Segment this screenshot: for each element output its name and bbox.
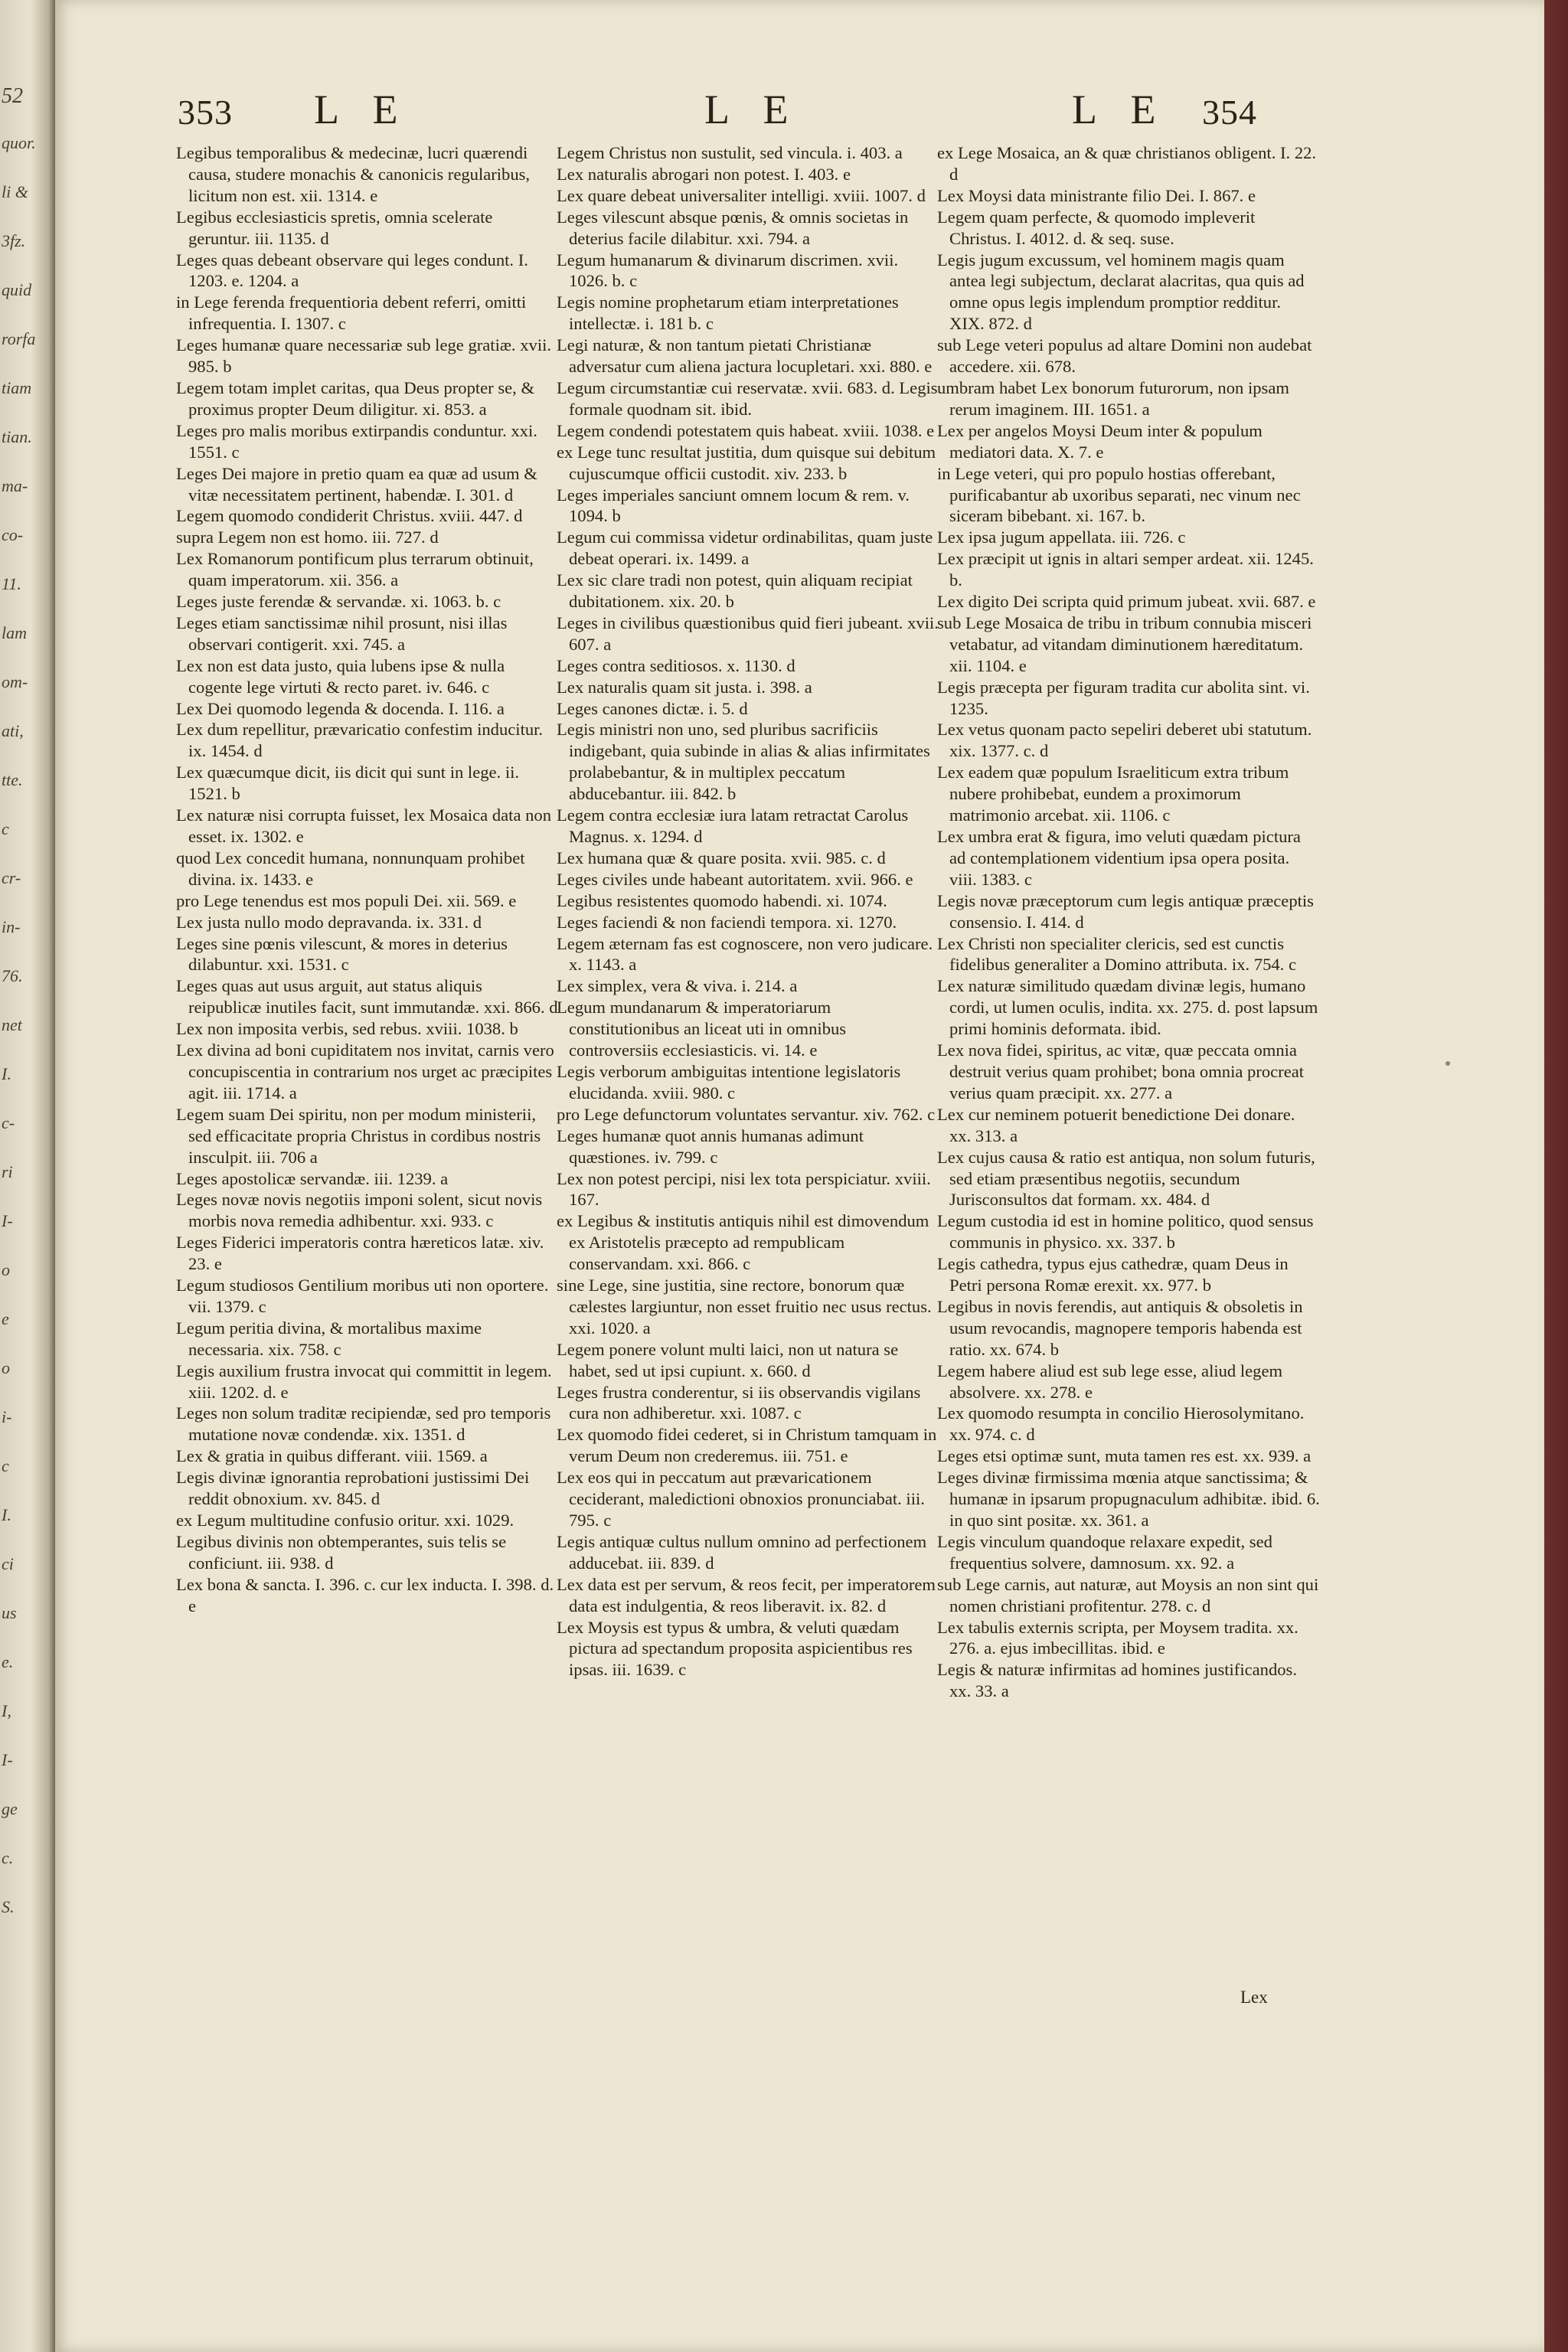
left-page-number: 353 bbox=[178, 93, 233, 132]
index-entry: Leges pro malis moribus extirpandis conduntur. xxi. 1551. c bbox=[176, 420, 537, 462]
index-entry: ex Lege Mosaica, an & quæ christianos obligent. I. 22. d bbox=[937, 143, 1317, 184]
index-entry: Leges frustra conderentur, si iis observandis vigilans cura non adhiberetur. xxi. 1087. c bbox=[557, 1382, 921, 1423]
index-entry: Lex ipsa jugum appellata. iii. 726. c bbox=[937, 528, 1186, 547]
previous-page-fragment: I- bbox=[2, 1750, 13, 1769]
index-entry: Legis divinæ ignorantia reprobationi justissimi Dei reddit obnoxium. xv. 845. d bbox=[176, 1468, 530, 1509]
paper-speck bbox=[1446, 1061, 1450, 1066]
index-entry: Leges non solum traditæ recipiendæ, sed pro temporis mutatione novæ condendæ. xix. 1351. d bbox=[176, 1403, 551, 1445]
index-entry: Lex quare debeat universaliter intelligi. xviii. 1007. d bbox=[557, 185, 926, 205]
previous-page-fragment: ri bbox=[2, 1162, 13, 1181]
index-entry: quod Lex concedit humana, nonnunquam prohibet divina. ix. 1433. e bbox=[176, 848, 525, 889]
index-entry: Legibus resistentes quomodo habendi. xi. 1074. bbox=[557, 890, 887, 910]
index-entry: Legibus in novis ferendis, aut antiquis & obsoletis in usum revocandis, magnopere temporis habenda est ratio. xx. 674. b bbox=[937, 1296, 1303, 1359]
index-entry: Lex per angelos Moysi Deum inter & populum mediatori data. X. 7. e bbox=[937, 420, 1263, 462]
index-entry: Legis ministri non uno, sed pluribus sacrificiis indigebant, quia subinde in alias & alias infirmitates prolabebantur, & in multiplex peccatum abducebantur. iii. 842. b bbox=[557, 720, 930, 804]
index-entry: Leges etsi optimæ sunt, muta tamen res est. xx. 939. a bbox=[937, 1446, 1312, 1466]
index-entry: Legis jugum excussum, vel hominem magis quam antea legi subjectum, declarat alacritas, qua quis ad omne opus legis implendum promptior redditur. XIX. 872. d bbox=[937, 250, 1305, 334]
index-entry: Lex præcipit ut ignis in altari semper ardeat. xii. 1245. b. bbox=[937, 549, 1314, 590]
index-entry: Lex tabulis externis scripta, per Moysem tradita. xx. 276. a. ejus imbecillitas. ibid. e bbox=[937, 1617, 1298, 1658]
previous-page-fragment: o bbox=[2, 1260, 10, 1279]
index-entry: Leges vilescunt absque pœnis, & omnis societas in deterius facile dilabitur. xxi. 794. a bbox=[557, 207, 909, 248]
index-entry: in Lege ferenda frequentioria debent referri, omitti infrequentia. I. 1307. c bbox=[176, 292, 527, 334]
index-entry: Leges humanæ quare necessariæ sub lege gratiæ. xvii. 985. b bbox=[176, 335, 552, 377]
index-entry: Leges civiles unde habeant autoritatem. xvii. 966. e bbox=[557, 869, 913, 889]
previous-page-fragment: i- bbox=[2, 1407, 12, 1426]
index-entry: Leges etiam sanctissimæ nihil prosunt, nisi illas observari contigerit. xxi. 745. a bbox=[176, 612, 508, 654]
index-entry: Lex naturæ similitudo quædam divinæ legis, humano cordi, ut lumen oculis, indita. xx. 275. d. post lapsum primi hominis deformata. ibid. bbox=[937, 976, 1318, 1039]
running-head-center: L E bbox=[704, 87, 801, 132]
previous-page-fragment: quid bbox=[2, 280, 32, 299]
index-entry: Leges humanæ quot annis humanas adimunt quæstiones. iv. 799. c bbox=[557, 1125, 864, 1167]
index-entry: Legis præcepta per figuram tradita cur abolita sint. vi. 1235. bbox=[937, 677, 1310, 718]
index-entry: Lex data est per servum, & reos fecit, per imperatorem data est indulgentia, & reos liberavit. ix. 82. d bbox=[557, 1574, 936, 1615]
index-entry: Lex non imposita verbis, sed rebus. xviii. 1038. b bbox=[176, 1019, 518, 1039]
index-page bbox=[55, 0, 1544, 2352]
index-entry: Lex quomodo resumpta in concilio Hierosolymitano. xx. 974. c. d bbox=[937, 1403, 1305, 1445]
index-entry: Legis antiquæ cultus nullum omnino ad perfectionem adducebat. iii. 839. d bbox=[557, 1531, 927, 1573]
previous-page-fragment: in- bbox=[2, 917, 21, 936]
previous-page-fragment: o bbox=[2, 1358, 10, 1377]
index-entry: Legum custodia id est in homine politico, quod sensus communis in physico. xx. 337. b bbox=[937, 1211, 1314, 1253]
index-entry: Legum cui commissa videtur ordinabilitas, quam juste debeat operari. ix. 1499. a bbox=[557, 528, 933, 569]
index-entry: Lex non est data justo, quia lubens ipse & nulla cogente lege virtuti & recto paret. iv. 646. c bbox=[176, 655, 505, 697]
index-entry: Lex quæcumque dicit, iis dicit qui sunt in lege. ii. 1521. b bbox=[176, 763, 520, 804]
index-entry: Leges sine pœnis vilescunt, & mores in deterius dilabuntur. xxi. 1531. c bbox=[176, 933, 508, 975]
index-entry: supra Legem non est homo. iii. 727. d bbox=[176, 528, 439, 547]
index-entry: ex Lege tunc resultat justitia, dum quisque sui debitum cujuscumque officii custodit. xiv. 233. b bbox=[557, 442, 936, 483]
index-entry: Lex naturæ nisi corrupta fuisset, lex Mosaica data non esset. ix. 1302. e bbox=[176, 805, 552, 846]
index-entry: pro Lege tenendus est mos populi Dei. xii. 569. e bbox=[176, 890, 517, 910]
index-entry: ex Legum multitudine confusio oritur. xxi. 1029. bbox=[176, 1511, 514, 1530]
index-entry: Lex cujus causa & ratio est antiqua, non solum futuris, sed etiam præsentibus negotiis, secundum Jurisconsultos dat formam. xx. 484. d bbox=[937, 1147, 1315, 1210]
previous-page-fragment: I. bbox=[2, 1064, 11, 1083]
index-entry: Lex Dei quomodo legenda & docenda. I. 116. a bbox=[176, 698, 505, 718]
index-entry: Legem ponere volunt multi laici, non ut natura se habet, sed ut ipsi cupiunt. x. 660. d bbox=[557, 1339, 899, 1380]
running-head-left: L E bbox=[314, 87, 410, 132]
index-entry: Lex sic clare tradi non potest, quin aliquam recipiat dubitationem. xix. 20. b bbox=[557, 570, 913, 612]
previous-page-fragment: c- bbox=[2, 1113, 15, 1132]
index-entry: Leges apostolicæ servandæ. iii. 1239. a bbox=[176, 1168, 449, 1188]
index-entry: Lex Moysi data ministrante filio Dei. I. 867. e bbox=[937, 185, 1256, 205]
index-entry: Lex umbra erat & figura, imo veluti quædam pictura ad contemplationem videntium ipsa opera posita. viii. 1383. c bbox=[937, 827, 1301, 889]
index-entry: Legibus temporalibus & medecinæ, lucri quærendi causa, studere monachis & canonicis regularibus, licitum non est. xii. 1314. e bbox=[176, 143, 531, 205]
previous-page-fragment: cr- bbox=[2, 868, 21, 887]
index-entry: Lex naturalis abrogari non potest. I. 403. e bbox=[557, 164, 851, 184]
previous-page-fragment: quor. bbox=[2, 133, 36, 152]
index-entry: Legem suam Dei spiritu, non per modum ministerii, sed efficacitate propria Christus in cordibus nostris insculpit. iii. 706 a bbox=[176, 1104, 541, 1167]
index-entry: Legis novæ præceptorum cum legis antiquæ præceptis consensio. I. 414. d bbox=[937, 890, 1314, 932]
index-entry: Legibus divinis non obtemperantes, suis telis se conficiunt. iii. 938. d bbox=[176, 1531, 507, 1573]
previous-page-fragment: ati, bbox=[2, 721, 24, 740]
index-entry: Lex digito Dei scripta quid primum jubeat. xvii. 687. e bbox=[937, 592, 1316, 612]
index-entry: Lex Christi non specialiter clericis, sed est cunctis fidelibus generaliter a Domino attributa. ix. 754. c bbox=[937, 933, 1297, 975]
previous-page-fragment: c bbox=[2, 819, 9, 838]
index-entry: Lex eadem quæ populum Israeliticum extra tribum nubere prohibebat, eundem a proximorum matrimonio arcebat. xii. 1106. c bbox=[937, 763, 1289, 825]
index-entry: Lex bona & sancta. I. 396. c. cur lex inducta. I. 398. d. e bbox=[176, 1574, 554, 1615]
index-entry: Legem contra ecclesiæ iura latam retractat Carolus Magnus. x. 1294. d bbox=[557, 805, 909, 846]
running-head-right: L E bbox=[1072, 87, 1168, 132]
index-entry: Lex & gratia in quibus differant. viii. 1569. a bbox=[176, 1446, 488, 1466]
previous-page-fragment: e. bbox=[2, 1652, 14, 1671]
previous-page-fragment: tte. bbox=[2, 770, 23, 789]
index-entry: ex Legibus & institutis antiquis nihil est dimovendum ex Aristotelis præcepto ad rempublicam conservandam. xxi. 866. c bbox=[557, 1211, 929, 1274]
index-entry: Legum peritia divina, & mortalibus maxime necessaria. xix. 758. c bbox=[176, 1318, 482, 1359]
index-entry: Lex Romanorum pontificum plus terrarum obtinuit, quam imperatorum. xii. 356. a bbox=[176, 549, 534, 590]
previous-page-fragment: 76. bbox=[2, 966, 23, 985]
index-entry: Legem Christus non sustulit, sed vincula. i. 403. a bbox=[557, 143, 903, 162]
index-entry: Lex divina ad boni cupiditatem nos invitat, carnis vero concupiscentia in contrarium nos urget ac præcipites agit. iii. 1714. a bbox=[176, 1040, 554, 1102]
index-column-1 bbox=[176, 142, 559, 1617]
previous-page-fragment: c. bbox=[2, 1848, 14, 1867]
index-entry: Leges contra seditiosos. x. 1130. d bbox=[557, 655, 795, 675]
previous-page-fragment: us bbox=[2, 1603, 17, 1622]
index-entry: Lex simplex, vera & viva. i. 214. a bbox=[557, 976, 798, 996]
index-entry: Leges quas aut usus arguit, aut status aliquis reipublicæ inutiles facit, sunt immutandæ. xxi. 866. d bbox=[176, 976, 558, 1018]
index-entry: Lex Moysis est typus & umbra, & veluti quædam pictura ad spectandum proposita aspicientibus res ipsas. iii. 1639. c bbox=[557, 1617, 913, 1680]
previous-page-fragment: I- bbox=[2, 1211, 13, 1230]
index-entry: in Lege veteri, qui pro populo hostias offerebant, purificabantur ab uxoribus separati, nec vinum nec siceram bibebant. xi. 167. b. bbox=[937, 463, 1301, 526]
index-entry: Legum mundanarum & imperatoriarum constitutionibus an liceat uti in omnibus controversiis ecclesiasticis. vi. 14. e bbox=[557, 998, 847, 1060]
index-entry: Legis & naturæ infirmitas ad homines justificandos. xx. 33. a bbox=[937, 1660, 1298, 1701]
index-entry: umbram habet Lex bonorum futurorum, non ipsam rerum imaginem. III. 1651. a bbox=[937, 377, 1289, 419]
index-entry: pro Lege defunctorum voluntates servantur. xiv. 762. c bbox=[557, 1104, 936, 1124]
index-entry: Lex naturalis quam sit justa. i. 398. a bbox=[557, 677, 812, 697]
previous-page-fragment: I. bbox=[2, 1505, 11, 1524]
index-entry: Leges imperiales sanciunt omnem locum & rem. v. 1094. b bbox=[557, 485, 910, 526]
previous-page-fragment: lam bbox=[2, 623, 27, 642]
index-entry: Lex humana quæ & quare posita. xvii. 985. c. d bbox=[557, 848, 886, 867]
previous-page-fragment: e bbox=[2, 1309, 9, 1328]
index-entry: Legis auxilium frustra invocat qui committit in legem. xiii. 1202. d. e bbox=[176, 1361, 552, 1402]
index-entry: sine Lege, sine justitia, sine rectore, bonorum quæ cælestes largiuntur, non esset fruitio nec usus rectus. xxi. 1020. a bbox=[557, 1276, 932, 1338]
index-column-3 bbox=[937, 142, 1320, 1702]
index-entry: sub Lege carnis, aut naturæ, aut Moysis an non sint qui nomen christiani profitentur. 278. c. d bbox=[937, 1574, 1319, 1615]
previous-page-fragment: c bbox=[2, 1456, 9, 1475]
index-column-2 bbox=[557, 142, 939, 1681]
previous-page-fragment: net bbox=[2, 1015, 22, 1034]
index-entry: Legis cathedra, typus ejus cathedræ, quam Deus in Petri persona Romæ erexit. xx. 977. b bbox=[937, 1254, 1289, 1295]
index-entry: Leges novæ novis negotiis imponi solent, sicut novis morbis nova remedia adhibentur. xxi. 933. c bbox=[176, 1190, 543, 1231]
index-entry: Legi naturæ, & non tantum pietati Christianæ adversatur cum aliena jactura locupletari. xxi. 880. e bbox=[557, 335, 933, 377]
previous-page-fragment: co- bbox=[2, 525, 24, 544]
previous-page-fragment: I, bbox=[2, 1701, 11, 1720]
index-entry: Lex quomodo fidei cederet, si in Christum tamquam in verum Deum non crederemus. iii. 751. e bbox=[557, 1425, 937, 1466]
previous-page-strip bbox=[0, 0, 55, 2352]
index-entry: Legem condendi potestatem quis habeat. xviii. 1038. e bbox=[557, 420, 935, 440]
previous-page-fragment: ci bbox=[2, 1554, 14, 1573]
index-entry: Leges juste ferendæ & servandæ. xi. 1063. b. c bbox=[176, 592, 501, 612]
index-entry: Legibus ecclesiasticis spretis, omnia scelerate geruntur. iii. 1135. d bbox=[176, 207, 493, 248]
index-entry: Leges faciendi & non faciendi tempora. xi. 1270. bbox=[557, 912, 897, 932]
index-entry: Leges in civilibus quæstionibus quid fieri jubeant. xvii. 607. a bbox=[557, 612, 939, 654]
previous-page-fragment: 52 bbox=[2, 84, 23, 108]
index-entry: Legem habere aliud est sub lege esse, aliud legem absolvere. xx. 278. e bbox=[937, 1361, 1283, 1402]
binding-edge bbox=[1544, 0, 1568, 2352]
index-entry: Legis vinculum quandoque relaxare expedit, sed frequentius solvere, damnosum. xx. 92. a bbox=[937, 1531, 1272, 1573]
catchword: Lex bbox=[1240, 1988, 1268, 2007]
previous-page-fragment: om- bbox=[2, 672, 28, 691]
previous-page-fragment: rorfa bbox=[2, 329, 36, 348]
index-entry: Lex dum repellitur, prævaricatio confestim inducitur. ix. 1454. d bbox=[176, 720, 544, 761]
previous-page-fragment: tiam bbox=[2, 378, 32, 397]
index-entry: Legis nomine prophetarum etiam interpretationes intellectæ. i. 181 b. c bbox=[557, 292, 899, 334]
index-entry: Legem totam implet caritas, qua Deus propter se, & proximus propter Deum diligitur. xi. 853. a bbox=[176, 377, 535, 419]
index-entry: Leges canones dictæ. i. 5. d bbox=[557, 698, 748, 718]
index-entry: sub Lege Mosaica de tribu in tribum connubia misceri vetabatur, ad vitandam diminutionem hæreditatum. xii. 1104. e bbox=[937, 612, 1312, 675]
index-entry: Leges divinæ firmissima mœnia atque sanctissima; & humanæ in ipsarum propugnaculum adhibitæ. ibid. 6. in quo sint positæ. xx. 361. a bbox=[937, 1468, 1320, 1530]
index-entry: Legem quomodo condiderit Christus. xviii. 447. d bbox=[176, 506, 523, 526]
index-entry: Legem æternam fas est cognoscere, non vero judicare. x. 1143. a bbox=[557, 933, 933, 975]
index-entry: Lex nova fidei, spiritus, ac vitæ, quæ peccata omnia destruit verius quam prohibet; bona omnia procreat verius quam præcipit. xx. 277. a bbox=[937, 1040, 1305, 1102]
index-entry: Lex vetus quonam pacto sepeliri deberet ubi statutum. xix. 1377. c. d bbox=[937, 720, 1312, 761]
index-entry: Legum circumstantiæ cui reservatæ. xvii. 683. d. Legis formale quodnam sit. ibid. bbox=[557, 377, 938, 419]
index-entry: Legem quam perfecte, & quomodo impleverit Christus. I. 4012. d. & seq. suse. bbox=[937, 207, 1256, 248]
index-entry: Lex non potest percipi, nisi lex tota perspiciatur. xviii. 167. bbox=[557, 1168, 931, 1210]
index-entry: Legum humanarum & divinarum discrimen. xvii. 1026. b. c bbox=[557, 250, 899, 291]
index-entry: Leges Dei majore in pretio quam ea quæ ad usum & vitæ necessitatem pertinent, habendæ. I. 301. d bbox=[176, 463, 537, 505]
right-page-number: 354 bbox=[1202, 93, 1257, 132]
index-entry: Lex eos qui in peccatum aut prævaricationem ceciderant, maledictioni obnoxios pronunciabat. iii. 795. c bbox=[557, 1468, 925, 1530]
index-entry: Legis verborum ambiguitas intentione legislatoris elucidanda. xviii. 980. c bbox=[557, 1061, 901, 1102]
previous-page-fragment: ge bbox=[2, 1799, 18, 1818]
index-entry: Leges quas debeant observare qui leges condunt. I. 1203. e. 1204. a bbox=[176, 250, 528, 291]
previous-page-fragment: 3fz. bbox=[2, 231, 26, 250]
index-entry: Lex cur neminem potuerit benedictione Dei donare. xx. 313. a bbox=[937, 1104, 1295, 1145]
index-entry: Leges Fiderici imperatoris contra hæreticos latæ. xiv. 23. e bbox=[176, 1233, 544, 1274]
index-entry: Legum studiosos Gentilium moribus uti non oportere. vii. 1379. c bbox=[176, 1276, 549, 1316]
index-entry: Lex justa nullo modo depravanda. ix. 331. d bbox=[176, 912, 482, 932]
previous-page-fragment: ma- bbox=[2, 476, 28, 495]
previous-page-fragment: 11. bbox=[2, 574, 21, 593]
previous-page-fragment: S. bbox=[2, 1897, 15, 1916]
previous-page-fragment: tian. bbox=[2, 427, 32, 446]
index-entry: sub Lege veteri populus ad altare Domini non audebat accedere. xii. 678. bbox=[937, 335, 1312, 377]
previous-page-fragment: li & bbox=[2, 182, 28, 201]
